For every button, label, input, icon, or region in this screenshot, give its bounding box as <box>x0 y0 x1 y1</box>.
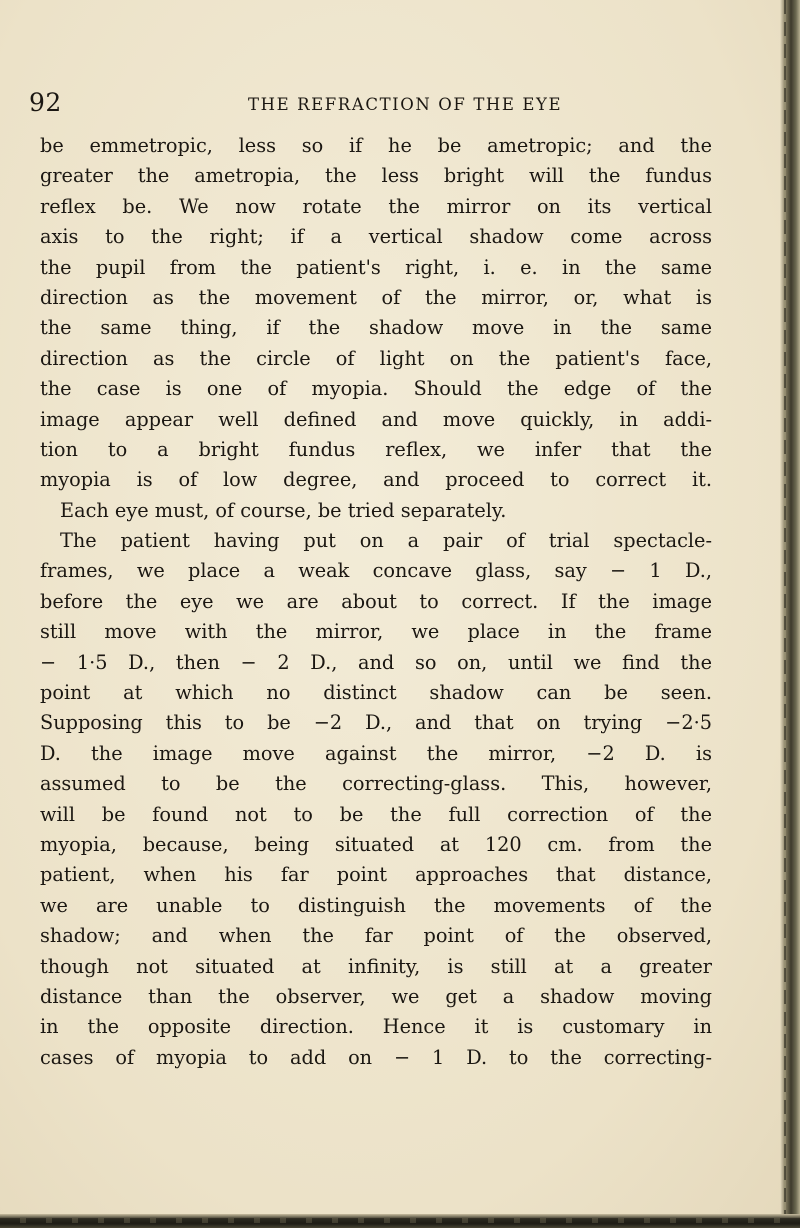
text-line: cases of myopia to add on − 1 D. to the correcting- <box>40 1045 712 1069</box>
text-line: point at which no distinct shadow can be seen. <box>40 681 712 705</box>
text-line: the pupil from the patient's right, i. e. in the same <box>40 255 712 279</box>
text-line: in the opposite direction. Hence it is customary in <box>40 1015 712 1039</box>
text-line: Each eye must, of course, be tried separately. <box>60 498 507 522</box>
text-line: image appear well defined and move quickly, in addi- <box>40 407 712 431</box>
page-bottom-edge <box>0 1214 800 1228</box>
text-line: myopia, because, being situated at 120 cm. from the <box>40 832 712 856</box>
text-line: distance than the observer, we get a shadow moving <box>40 984 712 1008</box>
text-line: tion to a bright fundus reflex, we infer that the <box>40 437 712 461</box>
text-line: direction as the circle of light on the patient's face, <box>40 346 712 370</box>
text-line: the case is one of myopia. Should the edge of the <box>40 377 712 401</box>
binding-edge <box>780 0 800 1228</box>
text-line: direction as the movement of the mirror, or, what is <box>40 285 712 309</box>
text-line: D. the image move against the mirror, −2 D. is <box>40 741 712 765</box>
text-line: shadow; and when the far point of the observed, <box>40 924 712 948</box>
running-head: THE REFRACTION OF THE EYE <box>248 95 563 114</box>
text-line: frames, we place a weak concave glass, say − 1 D., <box>40 559 712 583</box>
text-line: though not situated at infinity, is still at a greater <box>40 954 712 978</box>
text-line: still move with the mirror, we place in the frame <box>40 620 712 644</box>
text-line: we are unable to distinguish the movements of the <box>40 893 712 917</box>
text-line: greater the ametropia, the less bright will the fundus <box>40 164 712 188</box>
text-line: will be found not to be the full correction of the <box>40 802 712 826</box>
text-line: be emmetropic, less so if he be ametropic; and the <box>40 134 712 157</box>
text-line: axis to the right; if a vertical shadow come across <box>40 225 712 249</box>
text-line: assumed to be the correcting-glass. This, however, <box>40 772 712 796</box>
text-line: Supposing this to be −2 D., and that on trying −2·5 <box>40 711 712 735</box>
text-line: − 1·5 D., then − 2 D., and so on, until we find the <box>40 650 712 674</box>
text-line: The patient having put on a pair of trial spectacle- <box>60 529 712 553</box>
text-line: myopia is of low degree, and proceed to correct it. <box>40 468 712 492</box>
text-line: before the eye we are about to correct. If the image <box>40 589 712 613</box>
text-line: the same thing, if the shadow move in the same <box>40 316 712 340</box>
page-number: 92 <box>29 88 62 117</box>
text-line: patient, when his far point approaches that distance, <box>40 863 712 887</box>
body-text <box>40 131 712 1073</box>
text-line: reflex be. We now rotate the mirror on its vertical <box>40 194 712 218</box>
